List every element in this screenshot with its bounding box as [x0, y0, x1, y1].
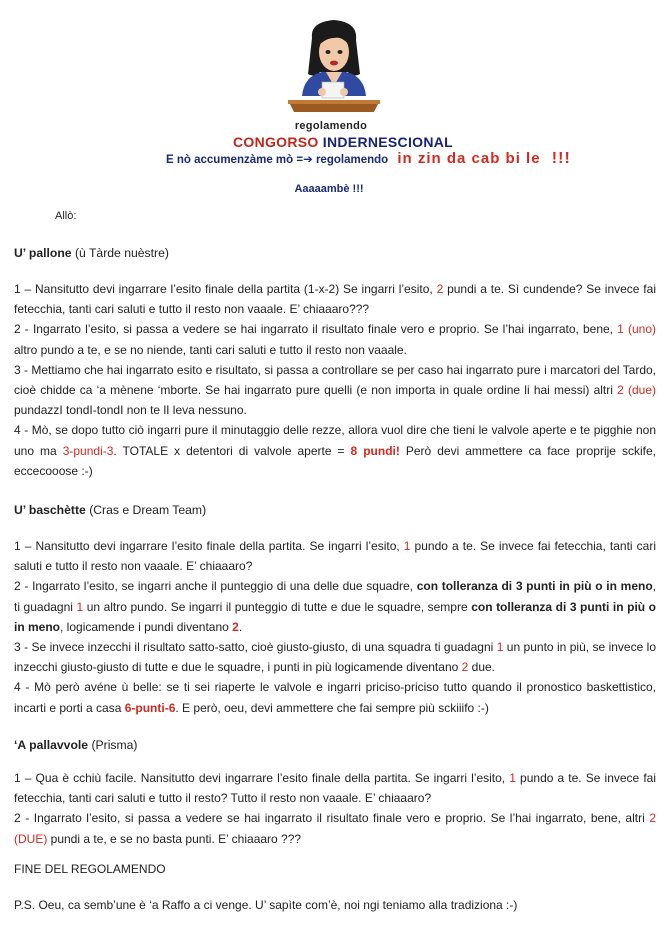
basket-rule-1: [14, 536, 656, 576]
pallone-rules: [14, 279, 656, 481]
text: 4 - Mò, se dopo tutto ciò ingarri pure il minutaggio delle rezze, allora vuol dire che tieni le valvole aperte e te pigghie non uno ma: [14, 423, 656, 458]
basket-rule-2: [14, 576, 656, 637]
pallavvole-rules: [14, 768, 656, 849]
tolerance: con tolleranza di 3 punti in più o in meno: [416, 579, 653, 594]
section-title: ‘A pallavvole: [14, 738, 89, 752]
text: altro pundo a te, e se no niende, tanti cari saluti e tutto il resto non vaaale.: [14, 342, 407, 357]
postscript: P.S. Oeu, ca semb’une è ‘a Raffo a ci venge. U’ sapìte com’è, noi ngi teniamo alla tradiziona :-): [14, 898, 518, 912]
end-of-rules: FINE DEL REGOLAMENDO: [14, 862, 166, 876]
text: pundazzI tondI-tondI non te lI leva nessuno.: [14, 403, 247, 418]
text: Però devi ammettere ca face proprije sckife, eccecooose :-): [14, 443, 656, 478]
tolerance: con tolleranza di 3 punti in più o in meno: [14, 599, 656, 634]
text: .: [238, 619, 243, 634]
subline-word: regolamendo: [315, 154, 389, 166]
arrow-icon: =➔: [296, 154, 313, 166]
pallone-rule-3: [14, 360, 656, 421]
section-subtitle: (Prisma): [88, 738, 138, 752]
basket-rule-4: [14, 677, 656, 717]
basket-rule-3: [14, 637, 656, 677]
basket-rules: [14, 536, 656, 718]
points: 2: [232, 619, 239, 634]
text: un altro pundo. Se ingarri il punteggio di tutte e due le squadre, sempre: [83, 599, 472, 614]
news-anchor-illustration: [282, 16, 386, 122]
header-subline: [166, 150, 571, 168]
subline-exclamation: !!!: [551, 150, 571, 167]
section-subtitle: (ù Tàrde nuèstre): [71, 246, 169, 260]
section-title: U’ baschètte: [14, 503, 86, 517]
points: 2 (DUE): [14, 811, 656, 846]
points-total: 6-punti-6: [124, 700, 176, 715]
text: 4 - Mò però avéne ù belle: se ti sei riaperte le valvole e ingarri priciso-priciso tutto quando il pronostico baskettistico, incarti e porti a casa: [14, 680, 656, 715]
points: 1: [509, 771, 516, 785]
text: . TOTALE x detentori di valvole aperte =: [113, 443, 351, 458]
text: 2 - Ingarrato l’esito, si passa a vedere se hai ingarrato il risultato finale vero e proprio. Se l’hai ingarrato, bene, altri: [14, 811, 650, 826]
pallavvole-rule-2: [14, 808, 656, 848]
points: 1: [496, 640, 504, 655]
points: 3-pundi-3: [62, 443, 114, 458]
subline-red: in zin da cab bi le: [397, 150, 541, 167]
pallone-rule-1: [14, 279, 656, 319]
section-title-pallone: [14, 246, 169, 260]
text: , ti guadagni: [14, 579, 657, 614]
pallavvole-rule-1: [14, 768, 656, 808]
text: pundo a te. Se invece fai fetecchia, tanti cari saluti e tutto il resto? Tutto il resto non vaaale. E’ chiaaaro?: [14, 771, 656, 806]
text: pundi a te. Sì cundende? Se invece fai fetecchia, tanti cari saluti e tutto il resto non vaaale. E’ chiaaaro???: [14, 282, 656, 317]
text: , logicamende i pundi diventano: [60, 619, 233, 634]
header-title-part1: CONGORSO: [232, 134, 319, 150]
section-title-basket: [14, 503, 206, 517]
text: 1 – Nansitutto devi ingarrare l’esito finale della partita. Se ingarri l’esito,: [14, 539, 404, 553]
text: 3 - Mettiamo che hai ingarrato esito e risultato, si passa a controllare se per caso hai ingarrato pure i marcatori del Tardo, cioè chidde ca ‘a mènene ‘mborte. Se hai ingarrato pure quelli (e non importa in quale ordine li hai messi) altri: [14, 362, 656, 398]
pallone-rule-2: [14, 319, 656, 359]
section-subtitle: (Cras e Dream Team): [85, 503, 207, 517]
points: 1: [76, 599, 84, 614]
text: 1 – Nansitutto devi ingarrare l’esito finale della partita (1-x-2) Se ingarri l’esito,: [14, 282, 437, 296]
points: 2: [461, 660, 469, 675]
header-title: [8, 134, 670, 150]
header-title-part2: INDERNESCIONAL: [318, 134, 454, 150]
text: pundi a te, e se no basta punti. E’ chiaaaro ???: [47, 831, 302, 846]
text: pundo a te. Se invece fai fetecchia, tanti cari saluti e tutto il resto non vaaale. E’ chiaaaro?: [14, 539, 656, 574]
section-title-pallavvole: [14, 738, 138, 752]
points: 1: [403, 539, 411, 553]
text: un punto in più, se invece lo inzecchi giusto-giusto di tutte e due le squadre, i punti in più logicamende diventano: [14, 640, 657, 675]
text: 1 – Qua è cchiù facile. Nansitutto devi ingarrare l’esito finale della partita. Se ingarri l’esito,: [14, 771, 510, 785]
points: 1 (uno): [617, 322, 656, 337]
section-title: U’ pallone: [14, 246, 72, 260]
header-regolamendo: regolamendo: [294, 120, 368, 132]
points: 2 (due): [617, 383, 656, 398]
points-total: 8 pundi!: [350, 443, 400, 458]
pallone-rule-4: [14, 420, 656, 481]
text: due.: [468, 660, 496, 675]
points: 2: [436, 282, 444, 296]
header-aaa: Aaaaambè !!!: [294, 183, 364, 195]
greeting: Allò:: [55, 210, 77, 222]
text: 2 - Ingarrato l’esito, si passa a vedere se hai ingarrato il risultato finale vero e proprio. Se l’hai ingarrato, bene,: [14, 322, 618, 337]
text: 3 - Se invece inzecchi il risultato satto-satto, cioè giusto-giusto, di una squadra ti guadagni: [14, 640, 497, 655]
subline-text: E nò accumenzàme mò: [166, 154, 294, 166]
text: . E però, oeu, devi ammettere che fai sempre più sckiiifo :-): [175, 700, 489, 715]
text: 2 - Ingarrato l’esito, se ingarri anche il punteggio di una delle due squadre,: [14, 579, 417, 594]
